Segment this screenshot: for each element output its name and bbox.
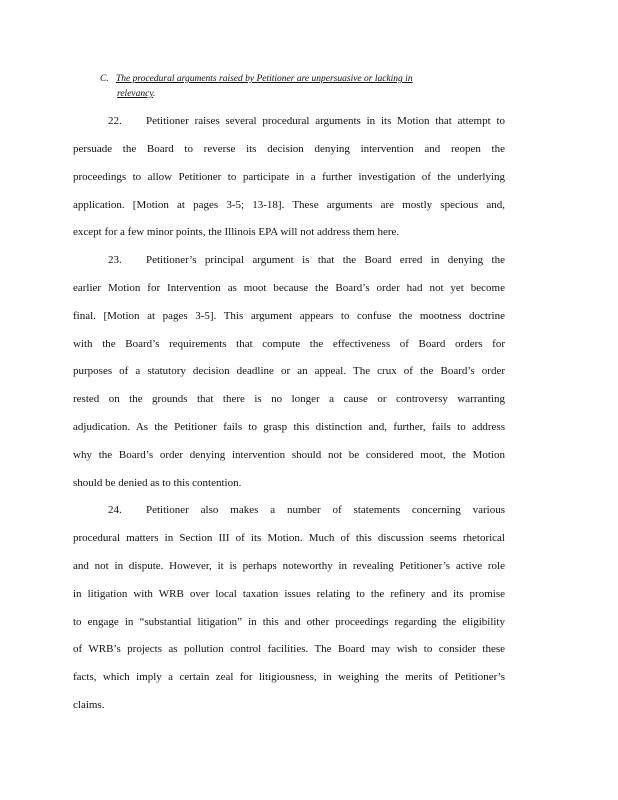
paragraph-22-line-2: persuade the Board to reverse its decision denying intervention and reopen the <box>73 143 505 155</box>
section-letter: C. <box>100 74 109 84</box>
section-heading: C. The procedural arguments raised by Petitioner are unpersuasive or lacking in relevancy. <box>100 74 413 99</box>
paragraph-23-line-6: rested on the grounds that there is no longer a cause or controversy warranting <box>73 393 505 405</box>
paragraph-22-line-4: application. [Motion at pages 3-5; 13-18]. These arguments are mostly specious and, <box>73 199 505 211</box>
paragraph-23-line-3: final. [Motion at pages 3-5]. This argument appears to confuse the mootness doctrine <box>73 310 505 322</box>
paragraph-23-line-7: adjudication. As the Petitioner fails to grasp this distinction and, further, fails to address <box>73 421 505 433</box>
paragraph-number: 23. <box>108 254 122 266</box>
paragraph-22-line-5: except for a few minor points, the Illinois EPA will not address them here. <box>73 226 400 238</box>
paragraph-24-line-8: claims. <box>73 699 105 711</box>
paragraph-23-line-9: should be denied as to this contention. <box>73 477 242 489</box>
paragraph-23-line-4: with the Board’s requirements that compute the effectiveness of Board orders for <box>73 338 505 350</box>
paragraph-24-line-2: procedural matters in Section III of its Motion. Much of this discussion seems rhetorical <box>73 532 505 544</box>
paragraph-23-line-8: why the Board’s order denying intervention should not be considered moot, the Motion <box>73 449 505 461</box>
section-heading-line-1: The procedural arguments raised by Petitioner are unpersuasive or lacking in <box>116 74 413 84</box>
paragraph-number: 24. <box>108 504 122 516</box>
paragraph-23-line-1: 23. Petitioner’s principal argument is that the Board erred in denying the <box>108 254 505 266</box>
paragraph-24-line-5: to engage in “substantial litigation” in this and other proceedings regarding the eligibility <box>73 616 505 628</box>
section-heading-line-2: relevancy <box>117 89 154 99</box>
paragraph-23-line-5: purposes of a statutory decision deadline or an appeal. The crux of the Board’s order <box>73 365 505 377</box>
paragraph-22-line-1: 22. Petitioner raises several procedural arguments in its Motion that attempt to <box>108 115 505 127</box>
paragraph-23-line-2: earlier Motion for Intervention as moot because the Board’s order had not yet become <box>73 282 505 294</box>
paragraph-22-line-3: proceedings to allow Petitioner to participate in a further investigation of the underlying <box>73 171 505 183</box>
paragraph-24-line-1: 24. Petitioner also makes a number of statements concerning various <box>108 504 505 516</box>
paragraph-24-line-3: and not in dispute. However, it is perhaps noteworthy in revealing Petitioner’s active role <box>73 560 505 572</box>
paragraph-24-line-7: facts, which imply a certain zeal for litigiousness, in weighing the merits of Petitioner’s <box>73 671 505 683</box>
paragraph-24-line-4: in litigation with WRB over local taxation issues relating to the refinery and its promise <box>73 588 505 600</box>
paragraph-number: 22. <box>108 115 122 127</box>
paragraph-24-line-6: of WRB’s projects as pollution control facilities. The Board may wish to consider these <box>73 643 505 655</box>
